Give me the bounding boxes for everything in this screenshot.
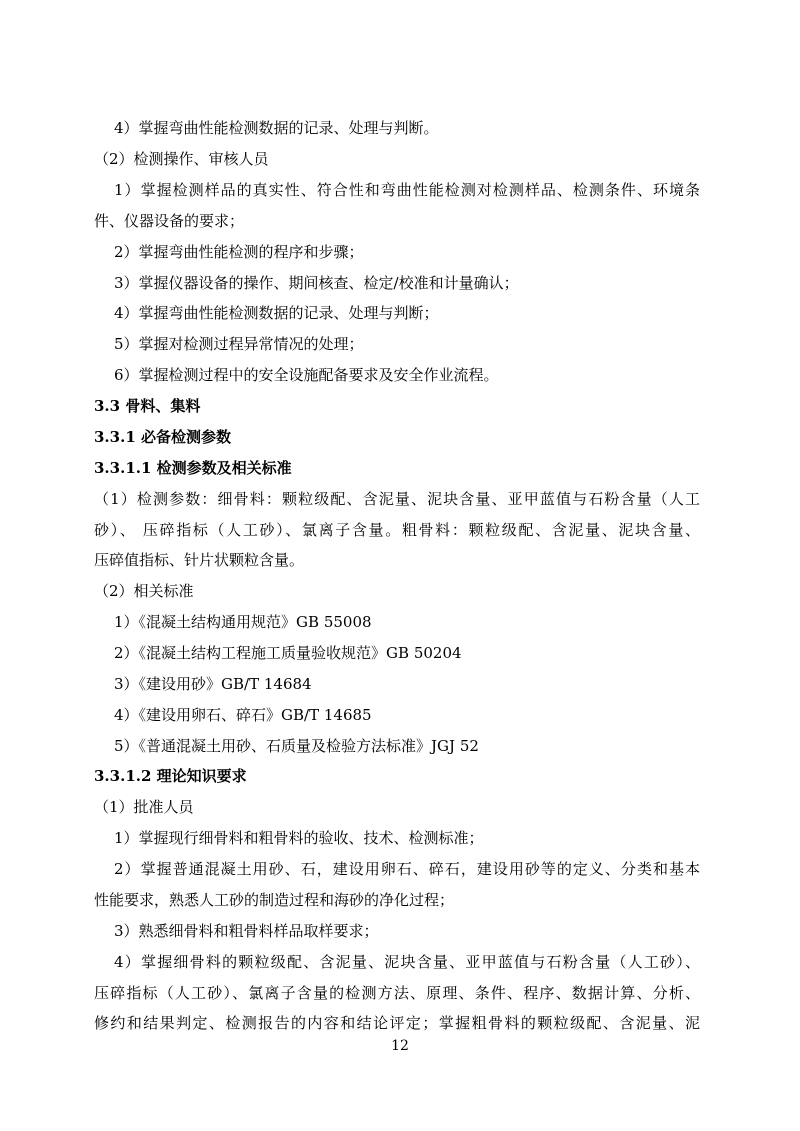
text-line: 6）掌握检测过程中的安全设施配备要求及安全作业流程。: [114, 366, 499, 384]
text-line: （2）相关标准: [94, 582, 194, 600]
section-heading: 3.3 骨料、集料: [94, 397, 201, 415]
text-line: 压碎指标（人工砂）、氯离子含量的检测方法、原理、条件、程序、数据计算、分析、: [94, 984, 700, 1002]
text-line: 4）掌握弯曲性能检测数据的记录、处理与判断。: [114, 119, 439, 137]
text-line: 3）掌握仪器设备的操作、期间核查、检定/校准和计量确认；: [114, 274, 519, 292]
text-line: 5）掌握对检测过程异常情况的处理；: [114, 335, 364, 353]
text-line: 修约和结果判定、检测报告的内容和结论评定；掌握粗骨料的颗粒级配、含泥量、泥: [94, 1014, 700, 1032]
section-heading: 3.3.1 必备检测参数: [94, 428, 231, 446]
page-number: 12: [391, 1038, 409, 1054]
text-line: 4）掌握弯曲性能检测数据的记录、处理与判断；: [114, 304, 439, 322]
text-line: 1）掌握现行细骨料和粗骨料的验收、技术、检测标准；: [114, 829, 484, 847]
text-line: 2）掌握弯曲性能检测的程序和步骤；: [114, 243, 364, 261]
text-line: 性能要求，熟悉人工砂的制造过程和海砂的净化过程；: [94, 891, 455, 909]
text-line: （1）批准人员: [94, 798, 194, 816]
section-heading: 3.3.1.2 理论知识要求: [94, 767, 247, 785]
text-line: 2）掌握普通混凝土用砂、石，建设用卵石、碎石，建设用砂等的定义、分类和基本: [114, 860, 700, 878]
text-line: 压碎值指标、针片状颗粒含量。: [94, 551, 305, 569]
text-line: 4）掌握细骨料的颗粒级配、含泥量、泥块含量、亚甲蓝值与石粉含量（人工砂）、: [114, 953, 700, 971]
text-line: 1）掌握检测样品的真实性、符合性和弯曲性能检测对检测样品、检测条件、环境条: [114, 181, 700, 199]
text-line: （2）检测操作、审核人员: [94, 150, 269, 168]
section-heading: 3.3.1.1 检测参数及相关标准: [94, 459, 292, 477]
text-line: 2）《混凝土结构工程施工质量验收规范》GB 50204: [114, 644, 462, 662]
text-line: 5）《普通混凝土用砂、石质量及检验方法标准》JGJ 52: [114, 737, 479, 755]
text-line: 件、仪器设备的要求；: [94, 212, 245, 230]
text-line: （1）检测参数：细骨料：颗粒级配、含泥量、泥块含量、亚甲蓝值与石粉含量（人工: [94, 490, 700, 508]
text-line: 3）熟悉细骨料和粗骨料样品取样要求；: [114, 922, 379, 940]
text-line: 砂）、 压碎指标（人工砂）、氯离子含量。粗骨料：颗粒级配、含泥量、泥块含量、: [94, 521, 700, 539]
text-line: 3）《建设用砂》GB/T 14684: [114, 675, 312, 693]
text-line: 4）《建设用卵石、碎石》GB/T 14685: [114, 706, 372, 724]
text-line: 1）《混凝土结构通用规范》GB 55008: [114, 613, 372, 631]
